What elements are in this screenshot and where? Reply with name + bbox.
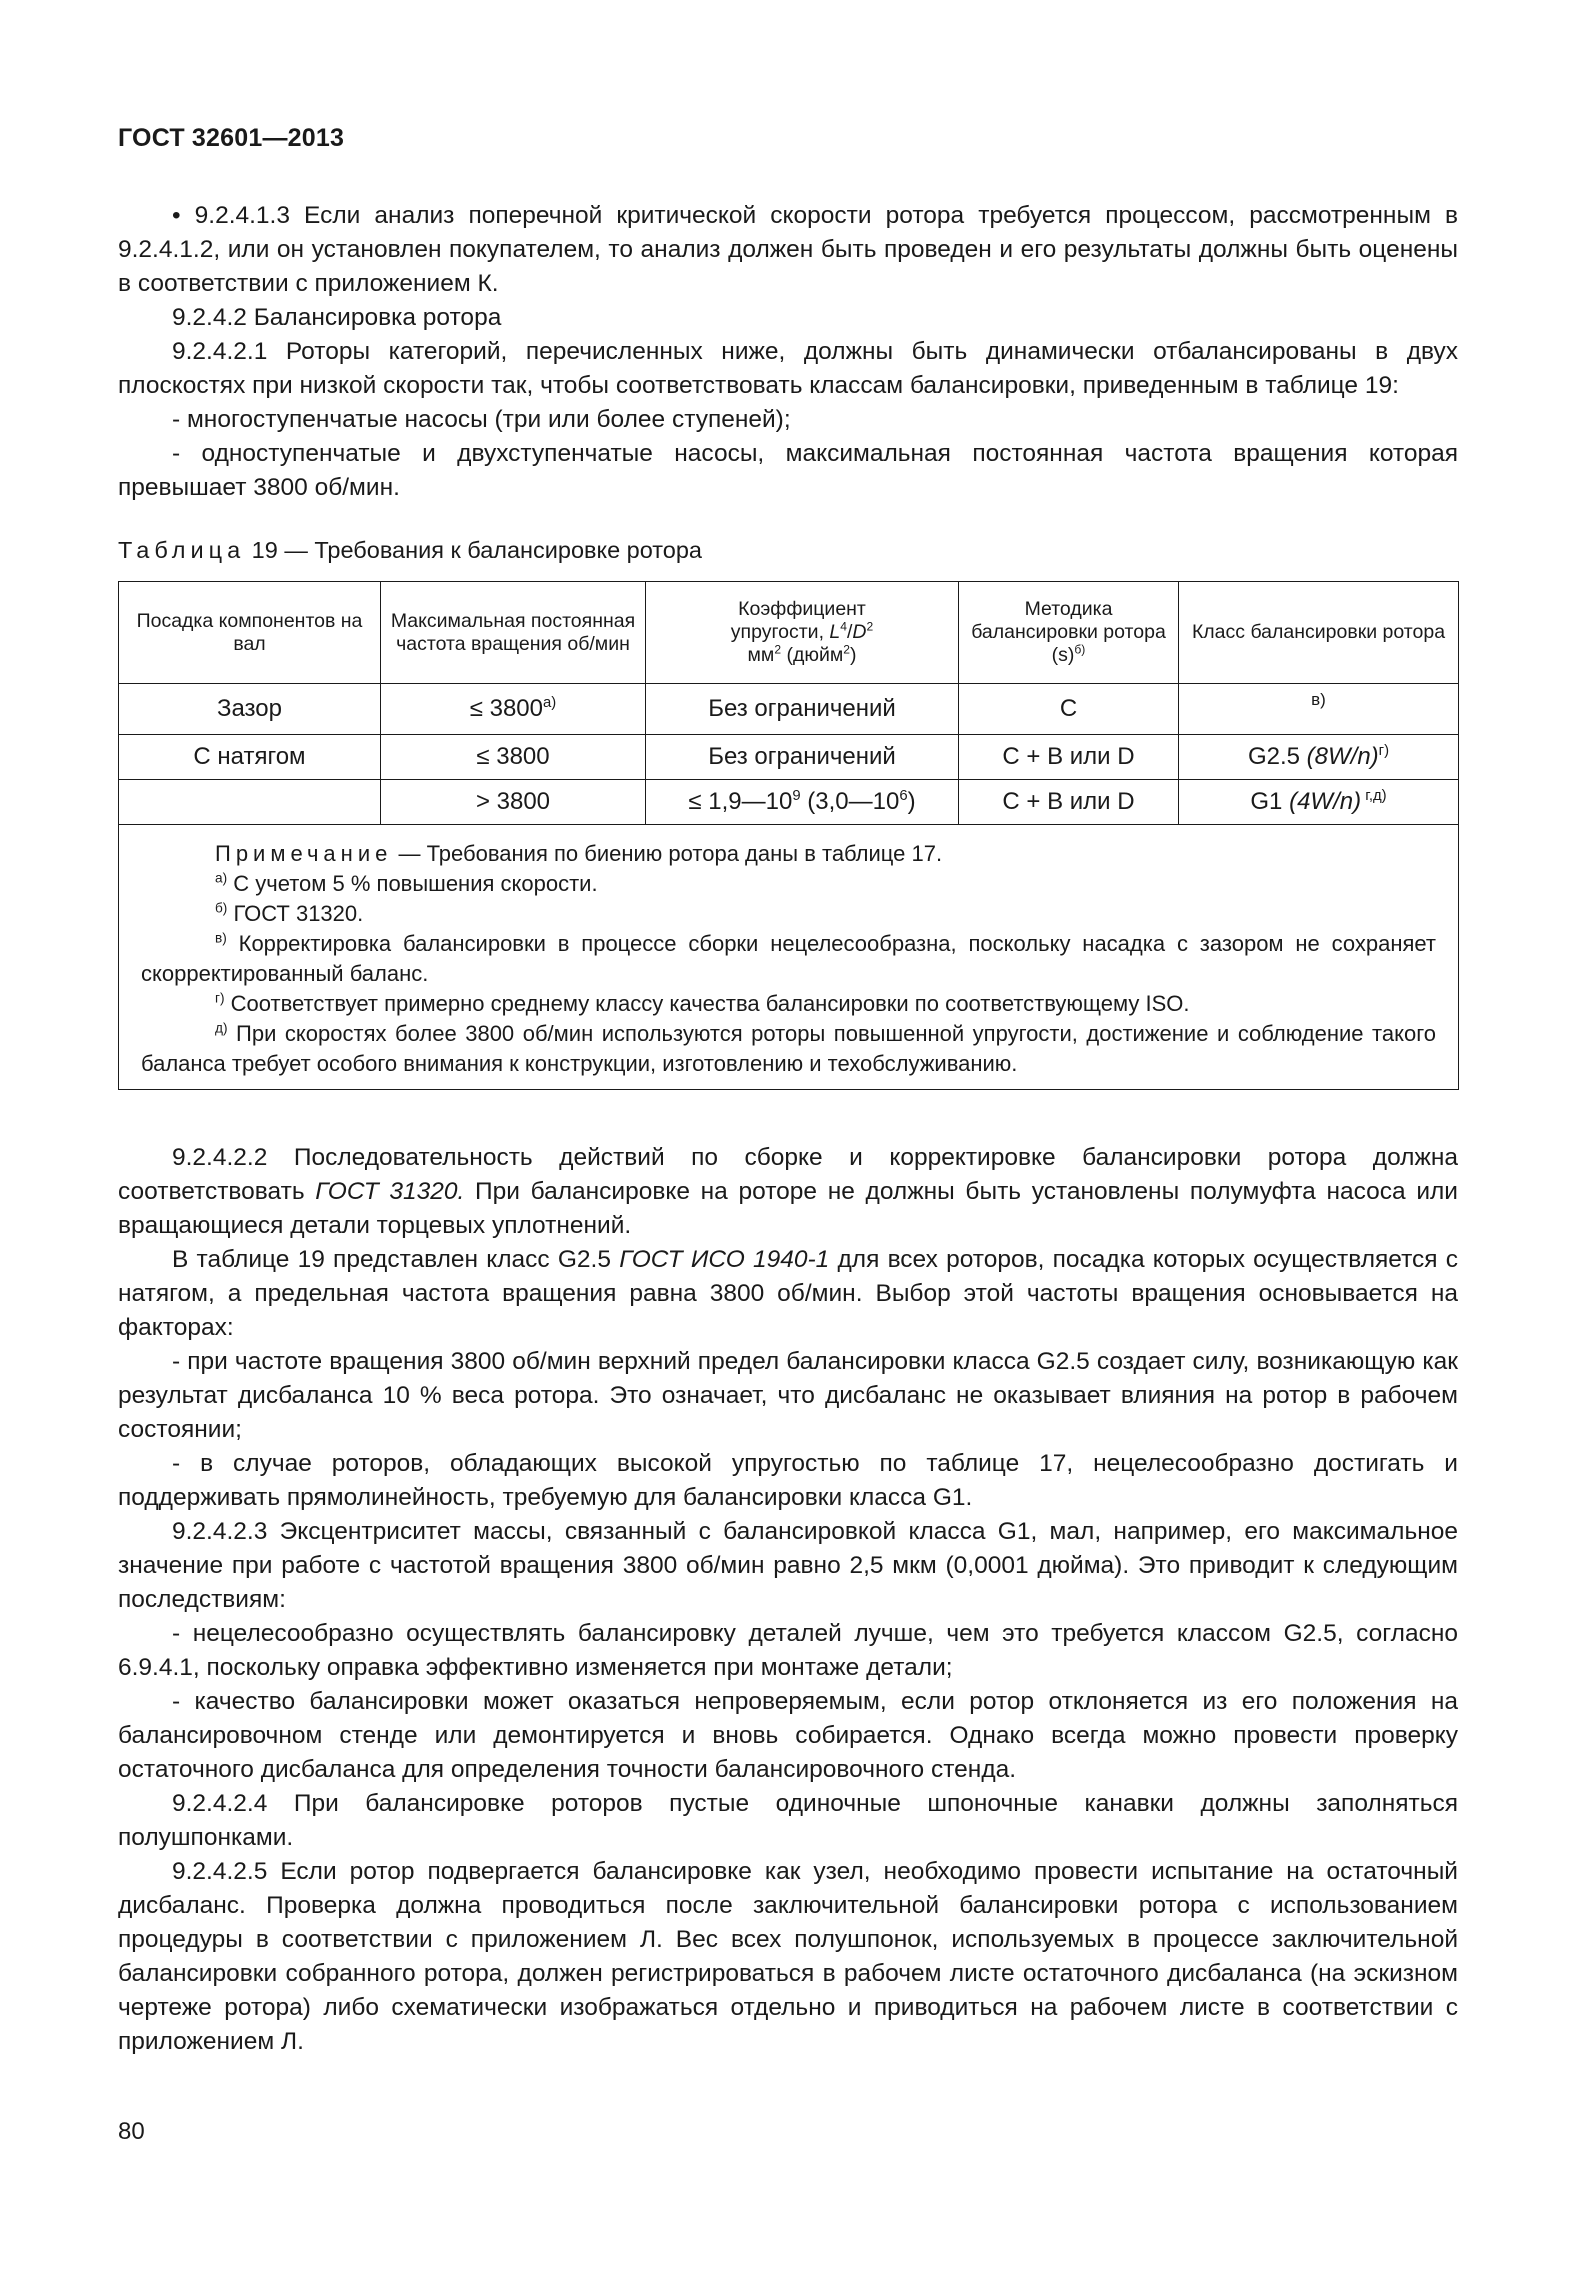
cell-class: G1 (4W/n) $^{г,д)}$	[1179, 780, 1459, 825]
list-item-multistage: - многоступенчатые насосы (три или более ступеней);	[172, 406, 791, 433]
cell-class: G2.5 $(8W/n)^{г)}$	[1179, 735, 1459, 780]
list-item-verification: - качество балансировки может оказаться непроверяемым, если ротор отклоняется из его положения на балансировочном стенде или демонтируется и вновь собирается. Однако всегда можно провести проверку остаточного дисбаланса для определения точности балансировочного стенда.	[118, 1688, 1458, 1783]
cell-fit: С натягом	[119, 735, 381, 780]
paragraph-9-2-4-1-3: • 9.2.4.1.3 Если анализ поперечной критической скорости ротора требуется процессом, рассмотренным в 9.2.4.1.2, или он установлен покупателем, то анализ должен быть проведен и его результаты должны быть оценены в соответствии с приложением К.	[118, 202, 1458, 297]
table-notes	[119, 825, 1459, 1090]
cell-speed: ≤ $3800^{а)}$	[381, 684, 646, 735]
list-item-g25-force: - при частоте вращения 3800 об/мин верхний предел балансировки класса G2.5 создает силу, возникающую как результат дисбаланса 10 % веса ротора. Это означает, что дисбаланс не оказывает влияния на ротор в рабочем состоянии;	[118, 1348, 1458, 1443]
paragraph-9-2-4-2-5: 9.2.4.2.5 Если ротор подвергается балансировке как узел, необходимо провести испытание на остаточный дисбаланс. Проверка должна проводиться после заключительной балансировки ротора с использованием процедуры в соответствии с приложением Л. Вес всех полушпонок, используемых в процессе заключительной балансировки собранного ротора, должен регистрироваться в рабочем листе остаточного дисбаланса (на эскизном чертеже ротора) либо схематически изображаться отдельно и приводиться на рабочем листе в соответствии с приложением Л.	[118, 1858, 1458, 2055]
header-flexibility: Коэффициент упругости, $L^4/D^2$ $мм^2$ (дюйм$^2$)	[646, 582, 959, 684]
cell-fit: Зазор	[119, 684, 381, 735]
table-caption-label: Таблица	[118, 537, 246, 563]
table-caption-title: 19 — Требования к балансировке ротора	[245, 537, 703, 563]
cell-speed: > 3800	[381, 780, 646, 825]
cell-fit	[119, 780, 381, 825]
footnote-a: $^{а)}$ С учетом 5 % повышения скорости.	[215, 870, 598, 896]
paragraph-9-2-4-2-2: 9.2.4.2.2 Последовательность действий по сборке и корректировке балансировки ротора должна соответствовать ГОСТ 31320. При балансировке на роторе не должны быть установлены полумуфта насоса или вращающиеся детали торцевых уплотнений.	[118, 1144, 1458, 1239]
table-header-row	[119, 582, 1459, 684]
footnote-v: $^{в)}$ Корректировка балансировки в процессе сборки нецелесообразна, поскольку насадка с зазором не сохраняет скорректированный баланс.	[141, 930, 1436, 986]
cell-method: С + В или D	[959, 780, 1179, 825]
table-row	[119, 735, 1459, 780]
table-caption	[118, 537, 702, 564]
cell-flexibility: Без ограничений	[646, 735, 959, 780]
balancing-requirements-table	[118, 581, 1459, 1090]
cell-flexibility: ≤ $1,9—10^9$ $(3,0—10^6)$	[646, 780, 959, 825]
footnote-b: $^{б)}$ ГОСТ 31320.	[215, 900, 364, 926]
document-header: ГОСТ 32601—2013	[118, 124, 345, 152]
cell-speed: ≤ 3800	[381, 735, 646, 780]
table-row	[119, 684, 1459, 735]
intro-section	[118, 199, 1458, 505]
paragraph-9-2-4-2-4: 9.2.4.2.4 При балансировке роторов пустые одиночные шпоночные канавки должны заполняться полушпонками.	[118, 1790, 1458, 1851]
header-max-speed: Максимальная постоянная частота вращения об/мин	[381, 582, 646, 684]
header-fit: Посадка компонентов на вал	[119, 582, 381, 684]
page-number: 80	[118, 2118, 145, 2145]
table-notes-row	[119, 825, 1459, 1090]
body-section	[118, 1141, 1458, 2059]
cell-flexibility: Без ограничений	[646, 684, 959, 735]
cell-method: С	[959, 684, 1179, 735]
footnote-g: $^{г)}$ Соответствует примерно среднему классу качества балансировки по соответствующему ISO.	[215, 990, 1190, 1016]
header-class: Класс балансировки ротора	[1179, 582, 1459, 684]
cell-method: С + В или D	[959, 735, 1179, 780]
list-item-arbor: - нецелесообразно осуществлять балансировку деталей лучше, чем это требуется классом G2.5, согласно 6.9.4.1, поскольку оправка эффективно изменяется при монтаже детали;	[118, 1620, 1458, 1681]
paragraph-9-2-4-2-1: 9.2.4.2.1 Роторы категорий, перечисленных ниже, должны быть динамически отбалансированы в двух плоскостях при низкой скорости так, чтобы соответствовать классам балансировки, приведенным в таблице 19:	[118, 338, 1458, 399]
paragraph-table19-explanation: В таблице 19 представлен класс G2.5 ГОСТ ИСО 1940-1 для всех роторов, посадка которых осуществляется с натягом, а предельная частота вращения равна 3800 об/мин. Выбор этой частоты вращения основывается на факторах:	[118, 1246, 1458, 1341]
footnote-d: $^{д)}$ При скоростях более 3800 об/мин используются роторы повышенной упругости, достижение и соблюдение такого баланса требует особого внимания к конструкции, изготовлению и техобслуживанию.	[141, 1020, 1436, 1076]
note-general: Примечание — Требования по биению ротора даны в таблице 17.	[215, 841, 943, 866]
table-row	[119, 780, 1459, 825]
cell-class: в)	[1179, 684, 1459, 735]
section-heading-rotor-balancing: 9.2.4.2 Балансировка ротора	[172, 304, 502, 331]
header-method: Методика балансировки ротора $(s)^{б)}$	[959, 582, 1179, 684]
paragraph-9-2-4-2-3: 9.2.4.2.3 Эксцентриситет массы, связанный с балансировкой класса G1, мал, например, его максимальное значение при работе с частотой вращения 3800 об/мин равно 2,5 мкм (0,0001 дюйма). Это приводит к следующим последствиям:	[118, 1518, 1458, 1613]
list-item-single-double-stage: - одноступенчатые и двухступенчатые насосы, максимальная постоянная частота вращения которая превышает 3800 об/мин.	[118, 440, 1458, 501]
list-item-high-flex: - в случае роторов, обладающих высокой упругостью по таблице 17, нецелесообразно достигать и поддерживать прямолинейность, требуемую для балансировки класса G1.	[118, 1450, 1458, 1511]
